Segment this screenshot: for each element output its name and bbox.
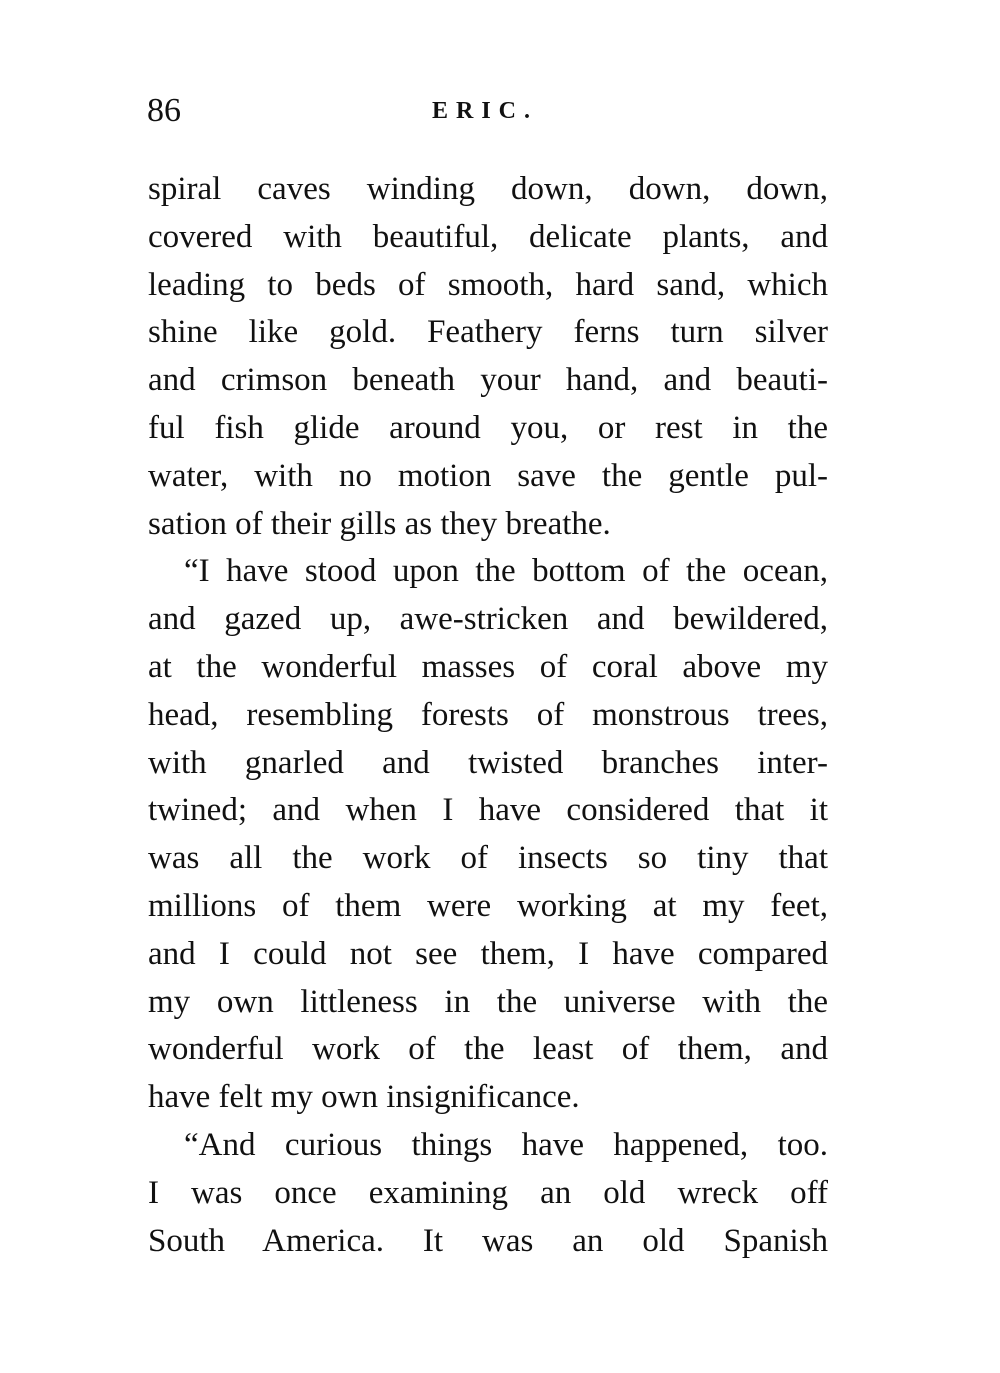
text-line: and crimson beneath your hand, and beauti-	[148, 362, 828, 399]
body-text	[148, 166, 828, 1265]
page-number: 86	[147, 92, 181, 129]
text-line: was all the work of insects so tiny that	[148, 840, 828, 877]
text-line: have felt my own insignificance.	[148, 1079, 580, 1116]
text-line: head, resembling forests of monstrous trees,	[148, 696, 828, 733]
text-line: shine like gold. Feathery ferns turn silver	[148, 314, 828, 351]
text-line: “And curious things have happened, too.	[184, 1126, 828, 1163]
text-line: at the wonderful masses of coral above my	[148, 648, 828, 685]
text-line: with gnarled and twisted branches inter-	[148, 744, 828, 781]
text-line: and gazed up, awe-stricken and bewildered,	[148, 601, 828, 638]
text-line: my own littleness in the universe with the	[148, 983, 828, 1020]
text-line: covered with beautiful, delicate plants, and	[148, 218, 828, 255]
text-line: “I have stood upon the bottom of the ocean,	[184, 553, 828, 590]
running-title: ERIC.	[432, 98, 539, 124]
text-line: leading to beds of smooth, hard sand, which	[148, 266, 828, 303]
text-line: ful fish glide around you, or rest in the	[148, 409, 828, 446]
text-line: and I could not see them, I have compared	[148, 935, 828, 972]
text-line: spiral caves winding down, down, down,	[148, 171, 828, 207]
text-line: wonderful work of the least of them, and	[148, 1031, 828, 1068]
text-line: I was once examining an old wreck off	[148, 1174, 828, 1211]
text-line: twined; and when I have considered that it	[148, 792, 828, 829]
text-line: sation of their gills as they breathe.	[148, 505, 611, 542]
text-line: water, with no motion save the gentle pul-	[148, 457, 828, 494]
text-line: South America. It was an old Spanish	[148, 1222, 828, 1259]
text-line: millions of them were working at my feet,	[148, 887, 828, 924]
